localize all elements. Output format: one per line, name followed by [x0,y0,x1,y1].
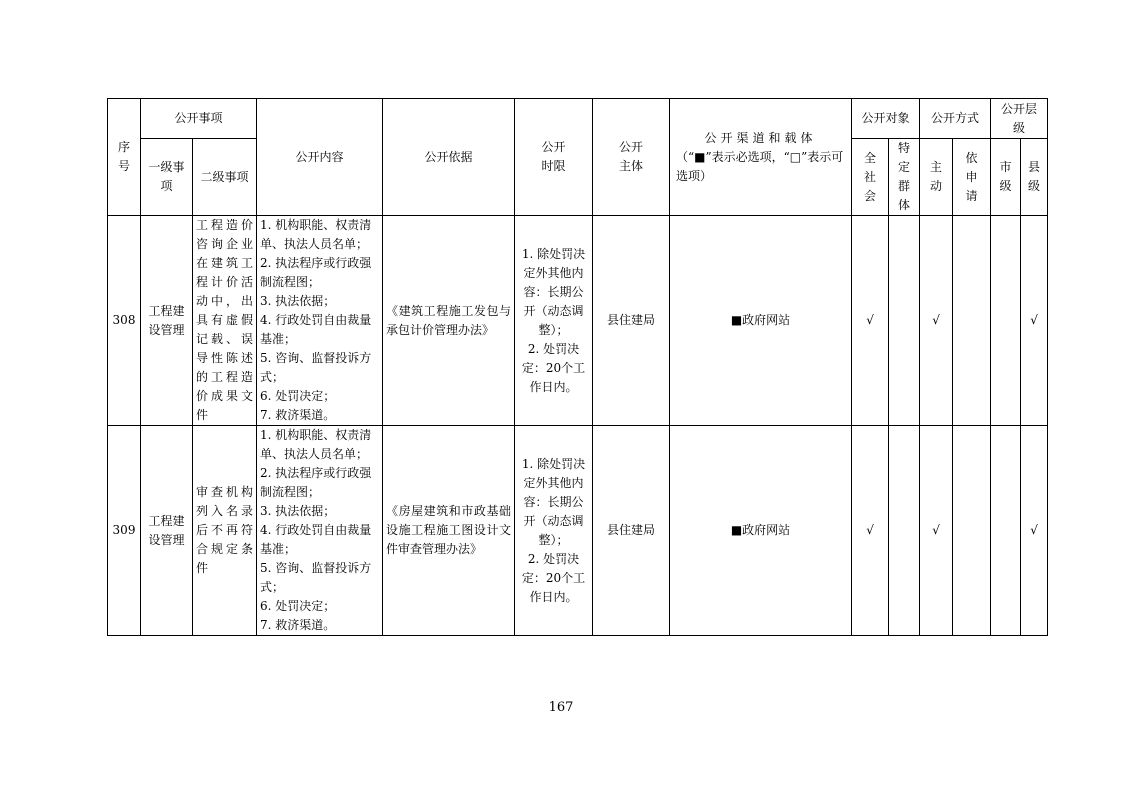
content-item: 6. 处罚决定； [260,389,336,403]
header-row-1 [108,99,1048,139]
content-item: 2. 执法程序或行政强制流程图； [260,466,372,499]
row-method-request [953,216,991,426]
header-method-group: 公开方式 [920,99,991,139]
content-item: 7. 救济渠道。 [260,408,336,422]
row-target-all: √ [852,426,889,636]
row-level-county: √ [1021,216,1048,426]
row-level-city [991,216,1021,426]
row-target-all: √ [852,216,889,426]
header-channel [670,99,852,216]
content-item: 6. 处罚决定； [260,599,336,613]
header-content: 公开内容 [257,99,383,216]
header-channel-note: （“■”表示必选项，“□”表示可选项） [676,149,844,183]
header-level1: 一级事 项 [141,139,193,216]
row-subject: 县住建局 [593,216,670,426]
disclosure-table [107,98,1048,636]
row-level2: 工程造价咨询企业在建筑工程计价活动中，出具有虚假记载、误导性陈述的工程造价成果文件 [193,216,257,426]
header-target-all: 全 社 会 [852,139,889,216]
content-item: 1. 机构职能、权责清单、执法人员名单； [260,218,372,251]
row-time-limit: 1. 除处罚决定外其他内容：长期公开（动态调整）； 2. 处罚决定：20个工作日内。 [515,216,593,426]
header-level-county: 县 级 [1021,139,1048,216]
row-method-request [953,426,991,636]
row-level-city [991,426,1021,636]
header-subject: 公开 主体 [593,99,670,216]
row-subject: 县住建局 [593,426,670,636]
header-level-group: 公开层 级 [991,99,1048,139]
content-item: 5. 咨询、监督投诉方式； [260,351,372,384]
table-row [108,216,1048,426]
row-level1: 工程建设管理 [141,216,193,426]
header-items-group: 公开事项 [141,99,257,139]
row-content [257,216,383,426]
row-time-limit: 1. 除处罚决定外其他内容：长期公开（动态调整）； 2. 处罚决定：20个工作日内。 [515,426,593,636]
content-item: 1. 机构职能、权责清单、执法人员名单； [260,428,372,461]
row-seq: 308 [108,216,141,426]
row-basis: 《建筑工程施工发包与承包计价管理办法》 [383,216,515,426]
row-level2: 审查机构列入名录后不再符合规定条件 [193,426,257,636]
header-channel-title: 公开渠道和载体 [704,130,817,145]
row-level1: 工程建设管理 [141,426,193,636]
content-item: 4. 行政处罚自由裁量基准； [260,313,372,346]
row-target-specific [889,216,920,426]
header-basis: 公开依据 [383,99,515,216]
row-channel: ■政府网站 [670,426,852,636]
row-channel: ■政府网站 [670,216,852,426]
header-method-request: 依 申 请 [953,139,991,216]
content-item: 5. 咨询、监督投诉方式； [260,561,372,594]
header-seq: 序 号 [108,99,141,216]
row-level-county: √ [1021,426,1048,636]
table-row [108,426,1048,636]
header-level-city: 市 级 [991,139,1021,216]
page-number: 167 [548,700,574,715]
content-item: 2. 执法程序或行政强制流程图； [260,256,372,289]
content-item: 3. 执法依据； [260,294,336,308]
row-target-specific [889,426,920,636]
row-method-active: √ [920,426,953,636]
header-method-active: 主 动 [920,139,953,216]
row-method-active: √ [920,216,953,426]
header-level2: 二级事项 [193,139,257,216]
content-item: 4. 行政处罚自由裁量基准； [260,523,372,556]
header-target-group: 公开对象 [852,99,920,139]
row-content [257,426,383,636]
header-time-limit: 公开 时限 [515,99,593,216]
content-item: 7. 救济渠道。 [260,618,336,632]
row-basis: 《房屋建筑和市政基础设施工程施工图设计文件审查管理办法》 [383,426,515,636]
header-target-specific: 特 定 群 体 [889,139,920,216]
content-item: 3. 执法依据； [260,504,336,518]
row-seq: 309 [108,426,141,636]
